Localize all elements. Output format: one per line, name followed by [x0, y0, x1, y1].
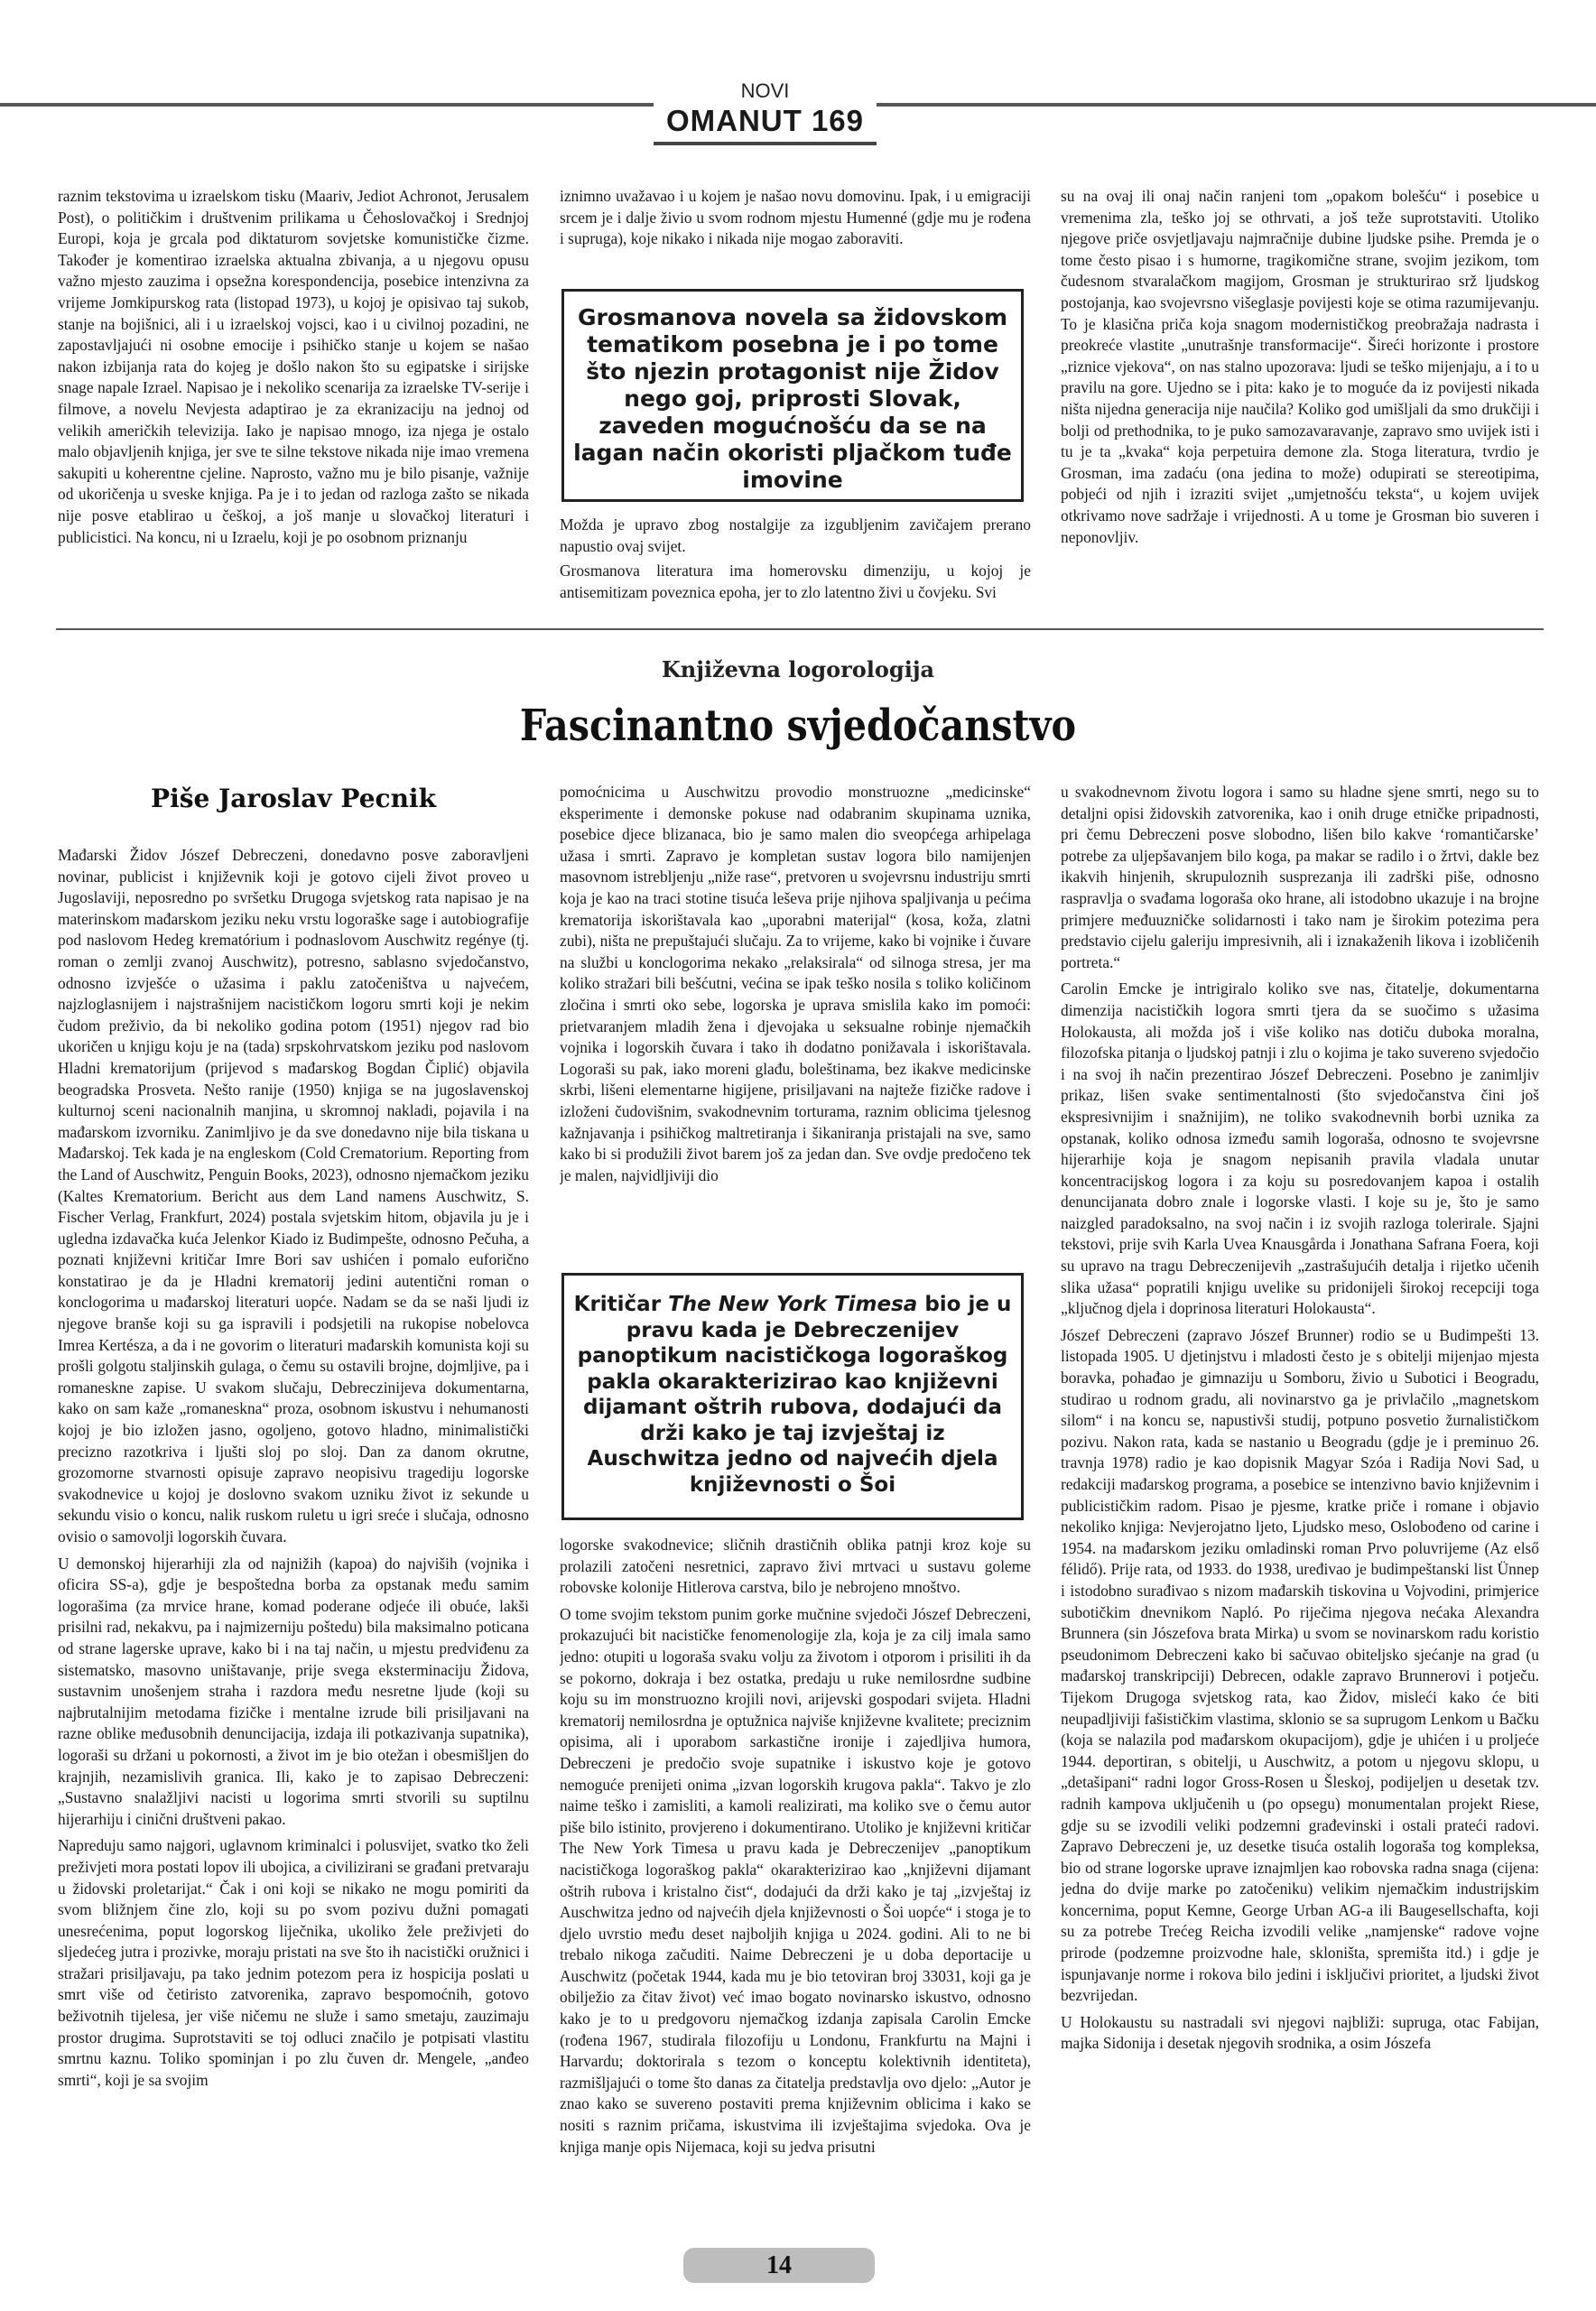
pull-quote-nyt [561, 1273, 1024, 1520]
paragraph: raznim tekstovima u izraelskom tisku (Maariv, Jediot Achronot, Jerusalem Post), o političkim i društvenim prilikama u Čehoslovačkoj i Srednjoj Europi, koja je grcala pod diktaturom sovjetske komunističke čizme. Također je komentirao izraelska aktualna zbivanja, a u njegovu opusu važno mjesto zauzima i opsežna korespondencija, posebice intenzivna za vrijeme Jomkipurskog rata (listopad 1973), u kojoj je opisivao taj sukob, stanje na bojišnici, ali i u izraelskoj vojsci, kao i u civilnoj pozadini, ne zapostavljajući ni osobne emocije i psihičko stanje u kojem se našao nakon izbijanja rata do kojeg je došlo nakon što su egipatske i sirijske snage napale Izrael. Napisao je i nekoliko scenarija za izraelske TV-serije i filmove, a novelu Nevjesta adaptirao je za ekranizaciju na jednoj od velikih američkih televizija. Iako je napisao mnogo, iza njega je ostalo malo objavljenih knjiga, jer sve te silne tekstove nikada nije imao vremena sakupiti u koherentne cjeline. Naprosto, važno mu je bilo pisanje, važnije od ukoričenja u sveske knjiga. Pa je i to jedan od razloga zašto se nikada nije posve etablirao u češkoj, a još manje u slovačkoj literaturi i publicistici. Na koncu, ni u Izraelu, koji je po osobnom priznanju [58, 187, 529, 546]
article-col1 [58, 845, 529, 2240]
pull-quote-part: Kritičar [573, 1293, 669, 1316]
paragraph: u svakodnevnom životu logora i samo su hladne sjene smrti, nego su to detaljni opisi židovskih zatvorenika, kao i onih druge etničke pripadnosti, pri čemu Debreczeni posve slobodno, lišen bilo kakve ‘romantičarske’ potrebe za uljepšavanjem bilo koga, pa makar se radilo i o žrtvi, dakle bez ikakvih hinjenih, skrupuloznih susprezanja ili zadrški piše, odnosno raspravlja o svađama logoraša oko hrane, ali istodobno ukazuje i na brojne primjere međuuzničke solidarnosti i tako nam je širokim potezima pera predstavio cijelu galeriju impresivnih, ali i iznakaženih likova i izobličenih portreta.“ [1061, 783, 1539, 971]
prev-article-col2-top [560, 186, 1031, 285]
prev-article-col3 [1061, 186, 1539, 610]
article-col2-top [560, 782, 1031, 1260]
masthead-title: OMANUT 169 [665, 104, 865, 137]
pull-quote-part: bio je u pravu kada je Debreczenijev panoptikum nacističkoga logoraškog pakla okarakterizirao kao književni dijamant oštrih rubova, dodajući da drži kako je taj izvještaj iz Auschwitza jedno od najvećih djela književnosti o Šoi [577, 1293, 1012, 1497]
paragraph: su na ovaj ili onaj način ranjeni tom „opakom bolešću“ i posebice u vremenima zla, teško joj se othrvati, a još teže suprotstaviti. Utoliko njegove priče osvjetljavaju najmračnije dubine ljudske psihe. Premda je o tome često pisao i s humorne, tragikomične strane, svojim jezikom, tom čudesnom stvaralačkom magijom, Grosman je strukturirao srž ljudskog postojanja, kao svojevrsno višeglasje povijesti koje se otima razumijevanju. To je klasična priča koja snagom modernističkog preobražaja nadrasta i preokreće vlastite „unutrašnje transformacije“. Šireći horizonte i prostore „riznice vjekova“, on nas stalno upozorava: ljudi se teško mijenjaju, a i to u pravilu na gore. Ujedno se i pita: kako je to moguće da iz povijesti nikada ništa nijedna generacija nije naučila? Koliko god umišljali da smo drukčiji i bolji od prethodnika, to je puko samozavaravanje, zapravo smo uvijek isti i tu je ta „kvaka“ koja perpetuira demone zla. Stoga literatura, tvrdio je Grosman, ima zadaću (ona jedina to može) odupirati se stereotipima, pobjeći od njih i izraziti svijet „umjetnošću teksta“, u kojem uvijek otkrivamo nove sadržaje i vrijednosti. A u tome je Grosman bio suveren i neponovljiv. [1061, 187, 1539, 546]
paragraph: O tome svojim tekstom punim gorke mučnine svjedoči Jószef Debreczeni, prokazujući bit nacističke fenomenologije zla, koja je za cilj imala samo jedno: otupiti u logoraša svaku volju za životom i otporom i prisiliti ih da se pokorno, dokraja i bez ostatka, predaju u ruke nemilosrdne sudbine koju su im monstruozno krojili novi, arijevski gospodari svijeta. Hladni krematorij nemilosrdna je optužnica najviše književne kvalitete; preciznim opisima, ali i uporabom sarkastične ironije i zajedljiva humora, Debreczeni je predočio svoje supatnike i iskustvo koje je gotovo nemoguće prenijeti onima „izvan logorskih krugova pakla“. Takvo je zlo naime teško i zamisliti, a kamoli realizirati, ma koliko sve o čemu autor piše bilo istinito, provjereno i dokumentirano. Utoliko je književni kritičar The New York Timesa u pravu kada je Debreczenijev „panoptikum nacističkoga logoraškog pakla“ okarakterizirao kao „književni dijamant oštrih rubova i kristalno čist“, dodajući da drži kako je taj „izvještaj iz Auschwitza jedno od najvećih djela književnosti o Šoi uopće“ i stoga je to djelo uvrstio među deset najboljih knjiga u 2024. godini. Ali to ne bi trebalo nikoga začuditi. Naime Debreczeni je u doba deportacije u Auschwitz (početak 1944, kada mu je bio tetoviran broj 33031, koji ga je obilježio za čitav život) već imao bogato novinarsko iskustvo, odnosno kako je to u predgovoru njemačkog izdanja zapisala Carolin Emcke (rođena 1967, studirala filozofiju u Londonu, Frankfurtu na Majni i Harvardu; doktorirala s tezom o konceptu kolektivnih identiteta), razmišljajući o tome što danas za čitatelja predstavlja ovo djelo: „Autor je znao kako se suvereno postaviti prema književnim oblicima i kako se nositi s raznim pričama, iskustvima ili izvještajima svjedoka. Ova je knjiga manje opis Nijemaca, koji su jedva prisutni [560, 1604, 1031, 2156]
page-number: 14 [683, 2248, 875, 2283]
section-divider [56, 628, 1544, 630]
paragraph: Jószef Debreczeni (zapravo Jószef Brunner) rodio se u Budimpešti 13. listopada 1905. U djetinjstvu i mladosti često je s obitelji mijenjao mjesta boravka, pohađao je gimnaziju u Somboru, živio u Subotici i Beogradu, studirao u rodnom gradu, ali novinarstvo ga je privlačilo „magnetskom silom“ i na koncu se, napustivši studij, potpuno posvetio žurnalističkom pozivu. Nakon rata, kada se nastanio u Beogradu (gdje je i preminuo 26. travnja 1978) radio je kao dopisnik Magyar Szóa i Radija Novi Sad, u redakciji mađarskog programa, a posebice se intenzivno bavio književnim i publicističkim radom. Pisao je pjesme, kratke priče i romane i objavio nekoliko knjiga: Nevjerojatno ljeto, Ljudsko meso, Oslobođeno od carine i 1954. na mađarskom jeziku omladinski roman Prvo poluvrijeme (Az első félidő). Prije rata, od 1933. do 1938, uređivao je budimpeštanski list Ünnep i istodobno surađivao s nizom mađarskih tiskovina u Vojvodini, primjerice subotičkim dnevnikom Napló. Po riječima njegova nećaka Alexandra Brunnera (sin Jószefova brata Mirka) u svom se novinarskom radu koristio pseudonimom Debreczeni kako bi sačuvao obiteljsko sjećanje na grad (u mađarskoj transkripciji) Debrecen, odakle zapravo Brunnerovi i potječu. Tijekom Drugoga svjetskog rata, kao Židov, misleći kako će biti neupadljiviji fašističkim vlastima, sklonio se sa suprugom Lenkom u Bačku (koja se nalazila pod mađarskom okupacijom), gdje je uhićen i u proljeće 1944. deportiran, s obitelji, u Auschwitz, a potom u njegovu sklopu, u „detašірani“ radni logor Gross-Rosen u Šleskoj, podijeljen u desetak tzv. radnih kampova uključenih u (po opsegu) monumentalan projekt Riese, gdje su se izvodili veliki podzemni građevinski i ostali prateći radovi. Zapravo Debreczeni je, uz desetke tisuća ostalih logoraša tog kompleksa, bio od strane logorske uprave iznajmljen kao robovska radna snaga (cijena: jedna do dvije marke po zatočeniku) velikim njemačkim industrijskim koncernima, poput Kemne, George Urban AG-a ili Baugesellschafta, koji su za potrebe Trećeg Reicha izvodili velike „namjenske“ radove vojne prirode (podzemne proizvodne hale, skloništa, spremišta itd.) i gdje je ispunjavanje norme i rokova bilo jedini i isključivi prioritet, a ljudski život bezvrijedan. [1061, 1325, 1539, 2005]
paragraph: Grosmanova literatura ima homerovsku dimenziju, u kojoj je antisemitizam poveznica epoha, jer to zlo latentno živi u čovjeku. Svi [560, 562, 1031, 601]
article-headline: Fascinantno svjedočanstvo [519, 701, 1077, 751]
masthead-rule-left [0, 103, 654, 107]
prev-article-col1 [58, 186, 529, 610]
paragraph: pomoćnicima u Auschwitzu provodio monstruozne „medicinske“ eksperimente i demonske pokuse nad odabranim skupinama uznika, posebice djece blizanaca, bio je samo malen dio sveopćega arhipelaga užasa i smrti. Zapravo je kompletan sustav logora bilo namijenjen masovnom istrebljenju „niže rase“, pretvoren u svojevrsnu industriju smrti koja je kao na traci stotine tisuća leševa prije njihova spaljivanja u pećima krematorija iskorištavala kao „uporabni materijal“ (kosa, koža, zlatni zubi), ništa ne prepuštajući slučaju. Za to vrijeme, kako bi vojnike i čuvare na službi u konclogorima nekako „relaksirala“ od silnoga stresa, jer ma koliko stražari bili bešćutni, većina se ipak teško nosila s toliko količinom zločina i smrti oko sebe, logorska je uprava smislila kako im pomoći: prietvaranjem mladih žena i djevojaka u seksualne robinje njemačkih vojnika i logorskih čuvara i tako ih dodatno ponižavala i iskorištavala. Logoraši su pak, iako moreni glađu, boleštinama, bez ikakve medicinske skrbi, lišeni elementarne higijene, prisiljavani na najteže fizičke radove i izloženi čudovišnim, svakodnevnim torturama, raznim oblicima tjelesnog kažnjavanja i psihičkog maltretiranja i šikaniranja pristajali na sve, samo kako bi si produžili život barem još za jedan dan. Sve ovdje predočeno tek je malen, najvidljiviji dio [560, 783, 1031, 1184]
paragraph: logorske svakodnevice; sličnih drastičnih oblika patnji kroz koje su prolazili zatočeni nesretnici, zapravo živi mrtvaci u sustavu goleme robovske kolonije Hitlerova carstva, bilo je nebrojeno mnoštvo. [560, 1536, 1031, 1597]
pull-quote-italic: The New York Timesa [668, 1293, 918, 1316]
paragraph: Možda je upravo zbog nostalgije za izgubljenim zavičajem prerano napustio ovaj svijet. [560, 515, 1031, 555]
paragraph: U Holokaustu su nastradali svi njegovi najbliži: supruga, otac Fabijan, majka Sidonija i desetak njegovih srodnika, a osim Jószefa [1061, 2012, 1539, 2053]
paragraph: Mađarski Židov Jószef Debreczeni, donedavno posve zaboravljeni novinar, publicist i književnik koji je gotovo cijeli život proveo u Jugoslaviji, neposredno po svršetku Drugoga svjetskog rata napisao je na materinskom mađarskom jeziku neku vrstu logoraške sage i autobiografije pod naslovom Hedeg krematórium i podnaslovom Auschwitz regénye (tj. roman o zemlji zvanoj Auschwitz), potresno, sablasno svjedočanstvo, odnosno izvješće o užasima i paklu zatočeništva u najvećem, najzloglasnijem i najstrašnijem nacističkom logoru smrti koji je nekim čudom preživio, da bi nekoliko godina potom (1951) njegov rad bio ukoričen u knjigu koju je na (tada) srpskohrvatskom jeziku pod naslovom Hladni krematorijum (prijevod s mađarskog Bogdan Čiplić) objavila beogradska Prosveta. Nešto ranije (1950) knjiga se na jugoslavenskoj kulturnoj sceni nacionalnih manjina, u skromnoj nakladi, pojavila i na mađarskom izvorniku. Zanimljivo je da sve donedavno nije bila tiskana u Mađarskoj. Tek kada je na engleskom (Cold Crematorium. Reporting from the Land of Auschwitz, Penguin Books, 2023), odnosno njemačkom jeziku (Kaltes Krematorium. Bericht aus dem Land namens Auschwitz, S. Fischer Verlag, Frankfurt, 2024) postala svjetskim hitom, objavila ju je i uglednа izdavačka kuća Jelenkor Kiado iz Budimpešte, odnosno Pečuha, a poznati književni kritičar Imre Bori sav ushićen i pomalo euforično konstatirao je da je Hladni krematorij jedini autentični roman o konclogorima u mađarskoj literaturi uopće. Nadam se da se naši ljudi iz njegove branše koji su ga ispravili i podsjetili na rukopise nobelovca Imrea Kertésza, a da i ne govorim o literaturi mađarskih komunista koji su prošli golgotu staljinskih gulaga, o čemu su ostavili brojne, dojmljive, pa i romaneskne zapise. U svakom slučaju, Debreczinijeva dokumentarna, kako on sam kaže „romaneskna“ proza, osobnom iskustvu i nehumanosti kojoj je bio izložen jasno, ogoljeno, gotovo hladno, minimalistički precizno razotkriva i ljušti sloj po sloj. Dan za danom okrutne, grozomorne stvarnosti opisuje zapravo neopisivu tragediju logorske svakodnevice u kojoj je doslovno svakom uzniku život iz sekunde u sekundu visio o koncu, nalik ruskom ruletu u igri sreće i slučaja, odnosno ovisio o samovolji logorskih čuvara. [58, 846, 529, 1545]
pull-quote-text: Grosmanova novela sa židovskom tematikom posebna je i po tome što njezin protagonist nije Židov nego goj, priprosti Slovak, zaveden mogućnošću da se na lagan način okoristi pljačkom tuđe imovine [573, 304, 1012, 493]
prev-article-col2-bottom [560, 515, 1031, 607]
paragraph: U demonskoj hijerarhiji zla od najnižih (kapoa) do najviših (vojnika i oficira SS-a), gdje je bespoštedna borba za opstanak među samim logorašima (za mrvice hrane, komad poderane odjeće ili obuće, lakši prisilni rad, nekakvu, pa i najmizerniju poštedu) bila maksimalno poticana od strane lagerske uprave, kako bi i na taj način, u mjestu predviđenu za sistematsko, masovno uništavanje, prije svega eksterminaciju Židova, sustavnim unošenjem straha i razdora među nesretne ljude (koji su najbrutalnijim metodama fizičke i mentalne izrude bili prisiljavani na razne oblike međusobnih denuncijacija, izdaja ili potkazivanja supatnika), logoraši su držani u pokornosti, a život im je bio otežan i obesmišljen do krajnjih, nezamislivih granica. Ili, kako je to zapisao Debreczeni: „Sustavno snalažljivi nacisti u logorima smrti stvorili su suptilnu hijerarhiju i ciničnі društveni pakao. [58, 1554, 529, 1828]
pull-quote-grosman [561, 289, 1024, 502]
paragraph: Napreduju samo najgori, uglavnom kriminalci i polusvijet, svatko tko želi preživjeti mora postati lopov ili ubojica, a civilizirani se građani pretvaraju u židovski proletarijat.“ Čak i oni koji se nikako ne mogu pomiriti da svom bližnjem čine zlo, koji su po svom pozivu dužni pomagati unesrećenima, poput logorskog liječnika, ukoliko žele preživjeti do sljedećeg jutra i prozivke, moraju pristati na sve što ih nacistički oružnici i stražari prisiljavaju, pa tako jednim potezom pera iz hospicija poslati u smrt više od četiristo zatvorenika, zapravo bespomoćnih, gotovo beživotnih tijelesa, jer više ničemu ne služe i samo smetaju, zauzimaju prostor drugima. Suprotstaviti se toj odluci značilo je potpisati vlastitu smrtnu kaznu. Toliko spominjan i po zlu čuven dr. Mengele, „anđeo smrti“, koji je sa svojim [58, 1836, 529, 2089]
pull-quote-text [571, 1292, 1014, 1498]
masthead-rule-bottom [654, 142, 877, 145]
article-byline: Piše Jaroslav Pecnik [151, 784, 436, 813]
masthead-rule-right [877, 103, 1596, 107]
masthead-novi: NOVI [740, 79, 790, 102]
article-col2-bottom [560, 1535, 1031, 2240]
article-kicker: Književna logorologija [661, 656, 935, 682]
article-col3 [1061, 782, 1539, 2240]
paragraph: Carolin Emcke je intrigiralo koliko sve nas, čitatelje, dokumentarna dimenzija nacističkih logora smrti tjera da se suočimo s užasima Holokausta, ali možda još i više koliko nas dotiču duboka moralna, filozofska pitanja o ljudskoj patnji i zlu o kojima je tako suvereno svjedočio i na svoj ih način prezentirao Jószef Debreczeni. Posebno je zanimljiv prikaz, lišen svake sentimentalnosti (što svjedočanstva čini još ekspresivnijim i snažnijim), ne toliko svakodnevnih borbi uznika za opstanak, koliko odnosa između samih logoraša, odnosno te svojevrsne hijerarhije koja je snagom nepisanih pravila vladala unutar koncentracijskog logora i za koju su posredovanjem kapoa i ostalih denuncijanata dobro znale i logorske vlasti. I koje su je, što je samo naizgled paradoksalno, na svoj način i iz svojih razloga tolerirale. Sjajni tekstovi, prije svih Karla Uvea Knausgårda i Jonathana Safrana Foera, koji su upravo na tragu Debreczenijevih „zastrašujućih detalja i rijetko učenih slika užasa“ popratili knjigu uvelike su pridonijeli širokoj recepciji toga „ključnog djela i doprinosa literaturi Holokausta“. [1061, 979, 1539, 1318]
masthead [0, 0, 1596, 153]
paragraph: iznimno uvažavao i u kojem je našao novu domovinu. Ipak, i u emigraciji srcem je i dalje živio u svom rodnom mjestu Humenné (gdje mu je rođena i supruga), koje nikako i nikada nije mogao zaboraviti. [560, 187, 1031, 248]
